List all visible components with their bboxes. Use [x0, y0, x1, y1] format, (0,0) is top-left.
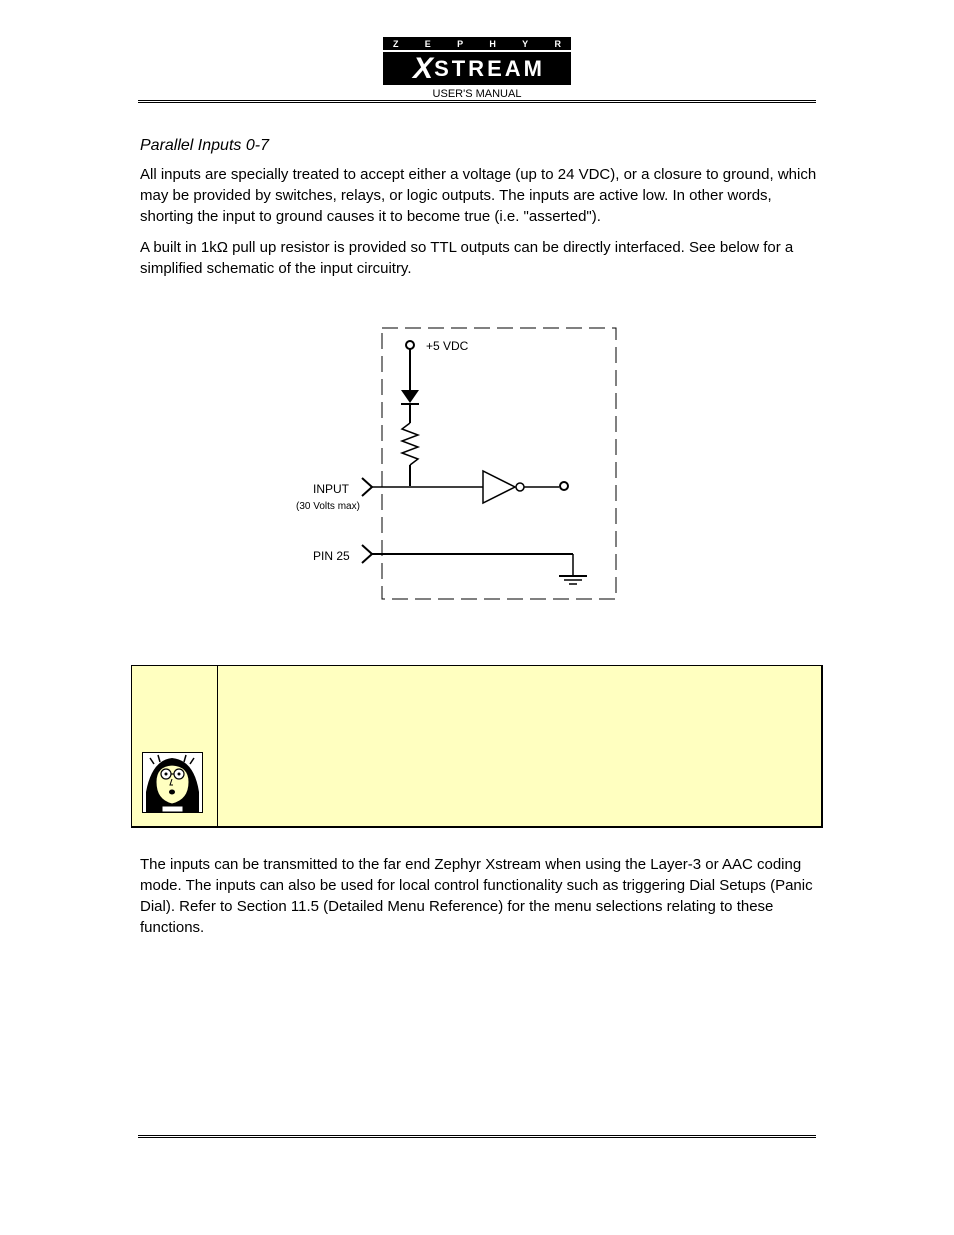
logo-letter: P [457, 38, 464, 49]
footer-rule [138, 1135, 816, 1138]
logo-letter: H [489, 38, 496, 49]
note-box [131, 665, 823, 828]
logo-letter: R [554, 38, 561, 49]
manual-subtitle: USER'S MANUAL [432, 88, 522, 100]
logo-x: X [413, 51, 434, 85]
logo-letter: E [424, 38, 431, 49]
cartoon-face-icon [142, 752, 203, 813]
resistor-icon [402, 423, 418, 465]
logo-letter: Y [522, 38, 529, 49]
paragraph-transmission: The inputs can be transmitted to the far end Zephyr Xstream when using the Layer-3 or AAC coding mode. The inputs can also be used for local control functionality such as triggering Dial Setups (Panic Dial). Refer to Section 11.5 (Detailed Menu Reference) for the menu selections relating to these functions. [140, 856, 813, 936]
logo-product: STREAM [434, 55, 545, 81]
logo-letter: Z [393, 38, 399, 49]
diode-icon [401, 390, 419, 403]
note-divider [217, 666, 218, 826]
section-title: Parallel Inputs 0-7 [140, 137, 269, 154]
output-terminal [560, 482, 568, 490]
pin-label: PIN 25 [313, 549, 350, 563]
input-label: INPUT [313, 482, 349, 496]
pin-connector-icon [362, 545, 372, 563]
input-connector-icon [362, 478, 372, 496]
inverter-icon [483, 471, 515, 503]
paragraph-pullup: A built in 1kΩ pull up resistor is provided so TTL outputs can be directly interfaced. See below for a simplified schematic of the input circuitry. [140, 239, 794, 277]
paragraph-inputs: All inputs are specially treated to accept either a voltage (up to 24 VDC), or a closure to ground, which may be provided by switches, relays, or logic outputs. The inputs are active low. In other words, shorting the input to ground causes it to become true (i.e. "asserted"). [140, 166, 817, 225]
supply-label: +5 VDC [426, 339, 469, 353]
input-note: (30 Volts max) [296, 501, 360, 512]
supply-terminal [406, 341, 414, 349]
module-boundary [382, 328, 616, 599]
